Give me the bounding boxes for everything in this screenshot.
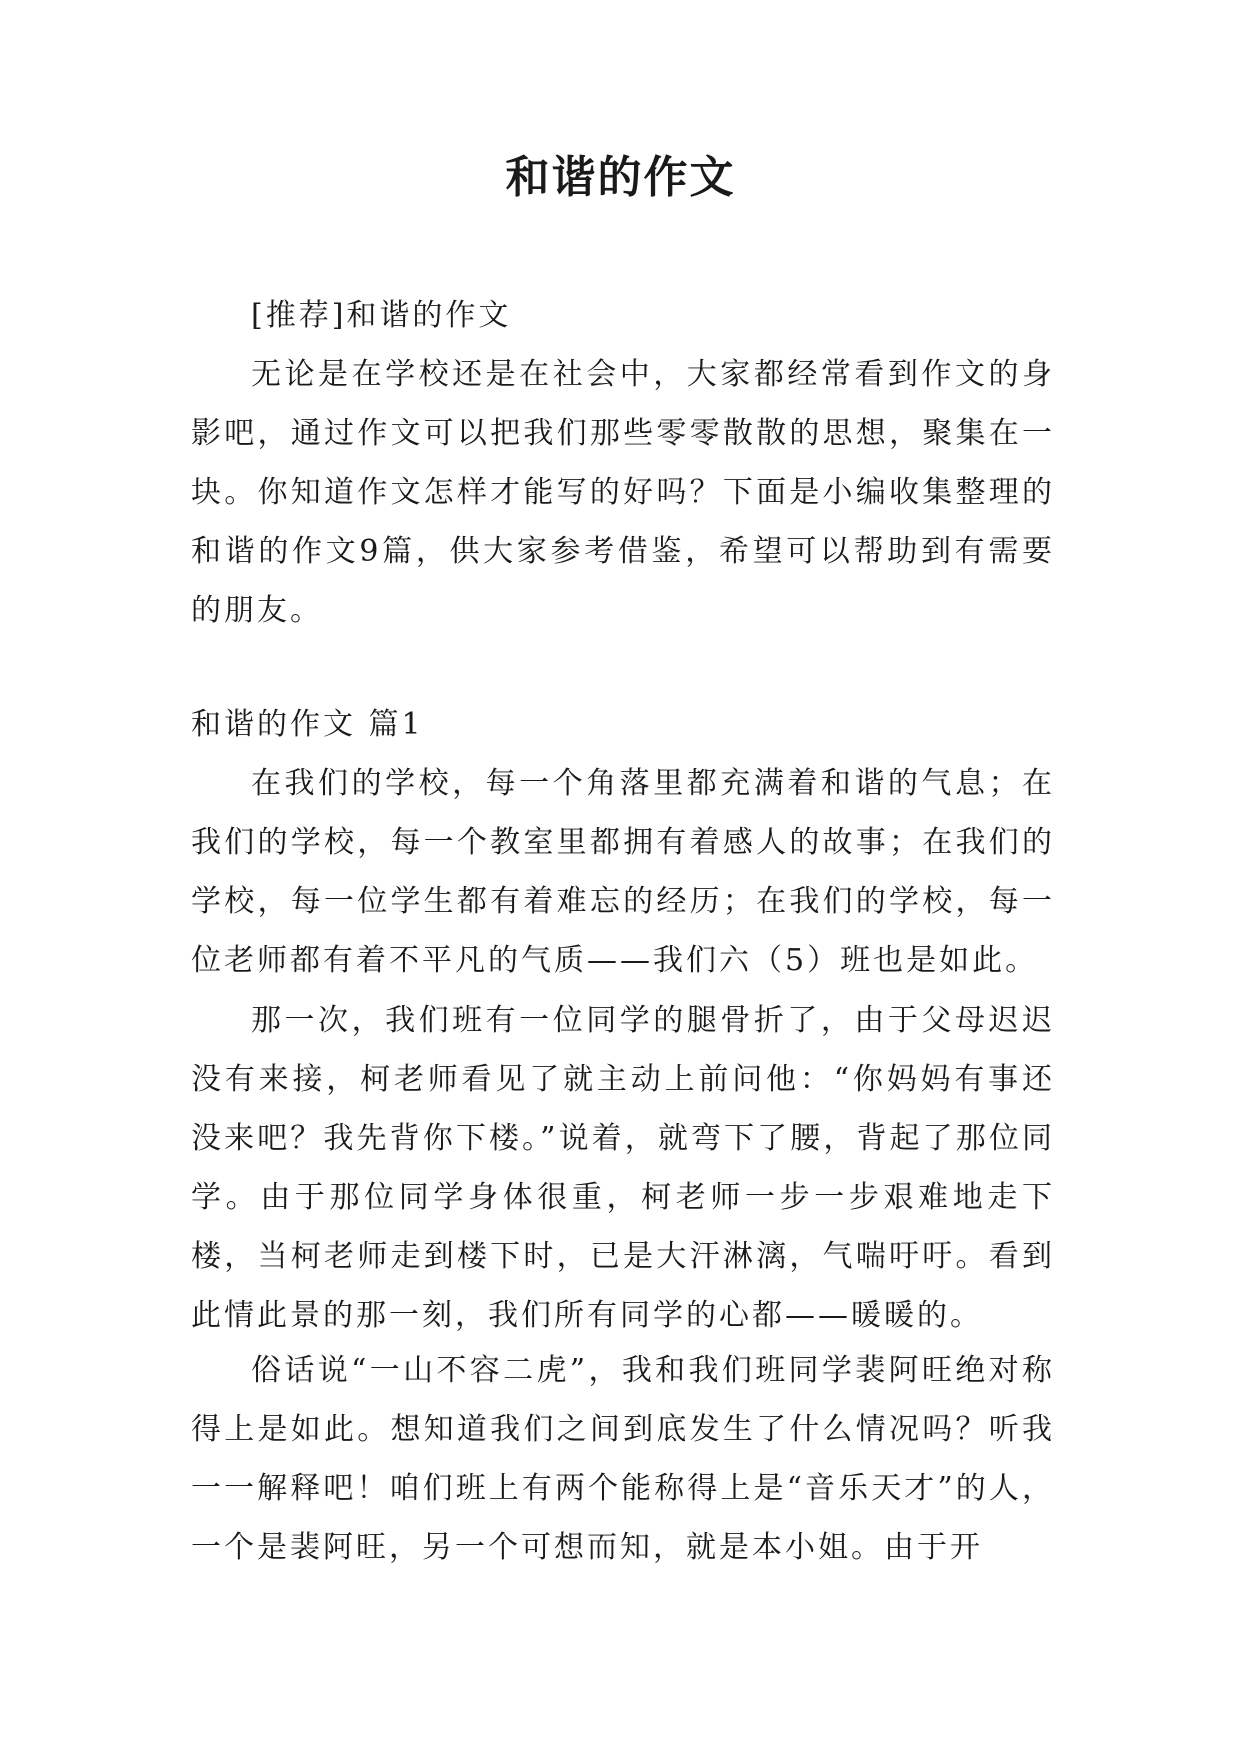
- section-paragraph: 俗话说“一山不容二虎”，我和我们班同学裴阿旺绝对称得上是如此。想知道我们之间到底发生了什么情况吗？听我一一解释吧！咱们班上有两个能称得上是“音乐天才”的人，一个是裴阿旺，另一个可想而知，就是本小姐。由于开: [191, 1353, 1055, 1565]
- section-paragraph: 那一次，我们班有一位同学的腿骨折了，由于父母迟迟没有来接，柯老师看见了就主动上前问他：“你妈妈有事还没来吧？我先背你下楼。”说着，就弯下了腰，背起了那位同学。由于那位同学身体很重，柯老师一步一步艰难地走下楼，当柯老师走到楼下时，已是大汗淋漓，气喘吁吁。看到此情此景的那一刻，我们所有同学的心都——暖暖的。: [191, 1003, 1055, 1333]
- section-heading: 和谐的作文 篇1: [191, 707, 424, 742]
- intro-label: [推荐]和谐的作文: [251, 298, 512, 333]
- intro-paragraph: 无论是在学校还是在社会中，大家都经常看到作文的身影吧，通过作文可以把我们那些零零散散的思想，聚集在一块。你知道作文怎样才能写的好吗？下面是小编收集整理的和谐的作文9篇，供大家参考借鉴，希望可以帮助到有需要的朋友。: [191, 357, 1055, 628]
- document-title: 和谐的作文: [505, 152, 736, 203]
- section-paragraph: 在我们的学校，每一个角落里都充满着和谐的气息；在我们的学校，每一个教室里都拥有着感人的故事；在我们的学校，每一位学生都有着难忘的经历；在我们的学校，每一位老师都有着不平凡的气质——我们六（5）班也是如此。: [191, 766, 1055, 978]
